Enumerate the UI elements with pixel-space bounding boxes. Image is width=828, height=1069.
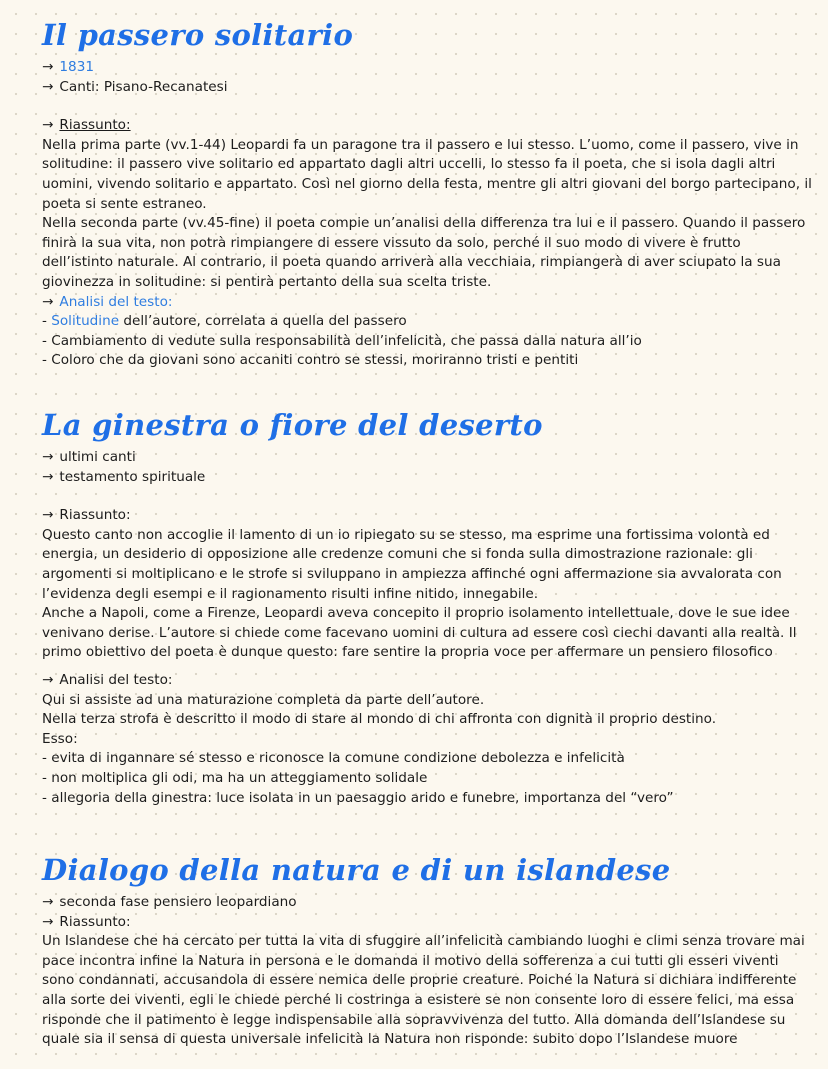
meta-line: → ultimi canti [42, 449, 136, 465]
riassunto-heading: → Riassunto: [42, 913, 131, 930]
list-item: - non moltiplica gli odi, ma ha un atteggiamento solidale [42, 769, 428, 786]
riassunto-heading: → Riassunto: [42, 507, 131, 524]
arrow-icon: → [42, 507, 54, 524]
arrow-icon: → [42, 117, 54, 134]
section-title: La ginestra o fiore del deserto [42, 408, 543, 442]
meta-line: → Canti: Pisano-Recanatesi [42, 78, 228, 95]
arrow-icon: → [42, 449, 54, 465]
riassunto-paragraph: Un Islandese che ha cercato per tutta la vita di sfuggire all’infelicità cambiando luoghi e climi senza trovare mai pace incontra infine la Natura in persona e le domanda il motivo della sofferenza a cui tutti gli esseri viventi sono condannati, accusandola di essere nemica delle proprie creature. Poiché la Natura si dichiara indifferente alla sorte dei viventi, egli le chiede perché li costringa a esistere se non consente loro di essere felici, ma essa risponde che il patimento è legge indispensabile alla sopravvivenza del tutto. Alla domanda dell’Islandese su quale sia il sensa di questa universale infelicità la Natura non risponde: subito dopo l’Islandese muore [42, 933, 805, 1048]
section-title: Il passero solitario [42, 18, 354, 52]
meta-line: → 1831 [42, 59, 94, 75]
arrow-icon: → [42, 671, 54, 688]
arrow-icon: → [42, 894, 54, 910]
arrow-icon: → [42, 78, 54, 95]
riassunto-heading: → Riassunto: [42, 117, 131, 134]
section-ginestra [42, 408, 814, 808]
analisi-line: Nella terza strofa è descritto il modo di stare al mondo di chi affronta con dignità il proprio destino. [42, 711, 717, 728]
riassunto-paragraph: Questo canto non accoglie il lamento di un io ripiegato su se stesso, ma esprime una fortissima volontà ed energia, un desiderio di opposizione alle credenze comuni che si fonda sulla dimostrazione razionale: gli argomenti si moltiplicano e le strofe si sviluppano in ampiezza affinché ogni affermazione sia avvalorata con l’evidenza degli esempi e il ragionamento risulti infine nitido, innegabile. [42, 526, 782, 602]
list-item: - Cambiamento di vedute sulla responsabilità dell’infelicità, che passa dalla natura all’io [42, 332, 642, 349]
section-title: Dialogo della natura e di un islandese [42, 853, 671, 887]
section-passero-solitario [42, 18, 814, 371]
riassunto-paragraph: Nella seconda parte (vv.45-fine) il poeta compie un’analisi della differenza tra lui e il passero. Quando il passero finirà la sua vita, non potrà rimpiangere di essere vissuto da solo, perché il suo modo di vivere è frutto dell’istinto naturale. Al contrario, il poeta quando arriverà alla vecchiaia, rimpiangerà di aver sciupato la sua giovinezza in solitudine: si pentirà pertanto della sua scelta triste. [42, 215, 806, 290]
list-item: - Solitudine dell’autore, correlata a quella del passero [42, 313, 407, 330]
arrow-icon: → [42, 293, 54, 310]
analisi-line: Qui si assiste ad una maturazione completa da parte dell’autore. [42, 691, 485, 708]
riassunto-paragraph: Anche a Napoli, come a Firenze, Leopardi aveva concepito il proprio isolamento intellettuale, dove le sue idee venivano derise. L’autore si chiede come facevano uomini di cultura ad essere così ciechi davanti alla realtà. Il primo obiettivo del poeta è dunque questo: fare sentire la propria voce per affermare un pensiero filosofico [42, 605, 797, 661]
meta-line: → testamento spirituale [42, 468, 206, 485]
meta-line: → seconda fase pensiero leopardiano [42, 894, 297, 910]
arrow-icon: → [42, 59, 54, 75]
list-item: - Coloro che da giovani sono accaniti contro se stessi, moriranno tristi e pentiti [42, 352, 579, 369]
list-item: - evita di ingannare sé stesso e riconosce la comune condizione debolezza e infelicità [42, 750, 625, 767]
arrow-icon: → [42, 913, 54, 930]
riassunto-paragraph: Nella prima parte (vv.1-44) Leopardi fa un paragone tra il passero e lui stesso. L’uomo, come il passero, vive in solitudine: il passero vive solitario ed appartato dagli altri uccelli, lo stesso fa il poeta, che si isola dagli altri uomini, vivendo solitario e appartato. Così nel giorno della festa, mentre gli altri giovani del borgo partecipano, il poeta si sente estraneo. [42, 136, 812, 212]
arrow-icon: → [42, 468, 54, 485]
analisi-heading: → Analisi del testo: [42, 671, 173, 688]
analisi-line: Esso: [42, 730, 78, 747]
analisi-heading: → Analisi del testo: [42, 293, 173, 310]
section-dialogo-islandese [42, 853, 814, 1050]
list-item: - allegoria della ginestra: luce isolata in un paesaggio arido e funebre, importanza del “vero” [42, 789, 674, 806]
